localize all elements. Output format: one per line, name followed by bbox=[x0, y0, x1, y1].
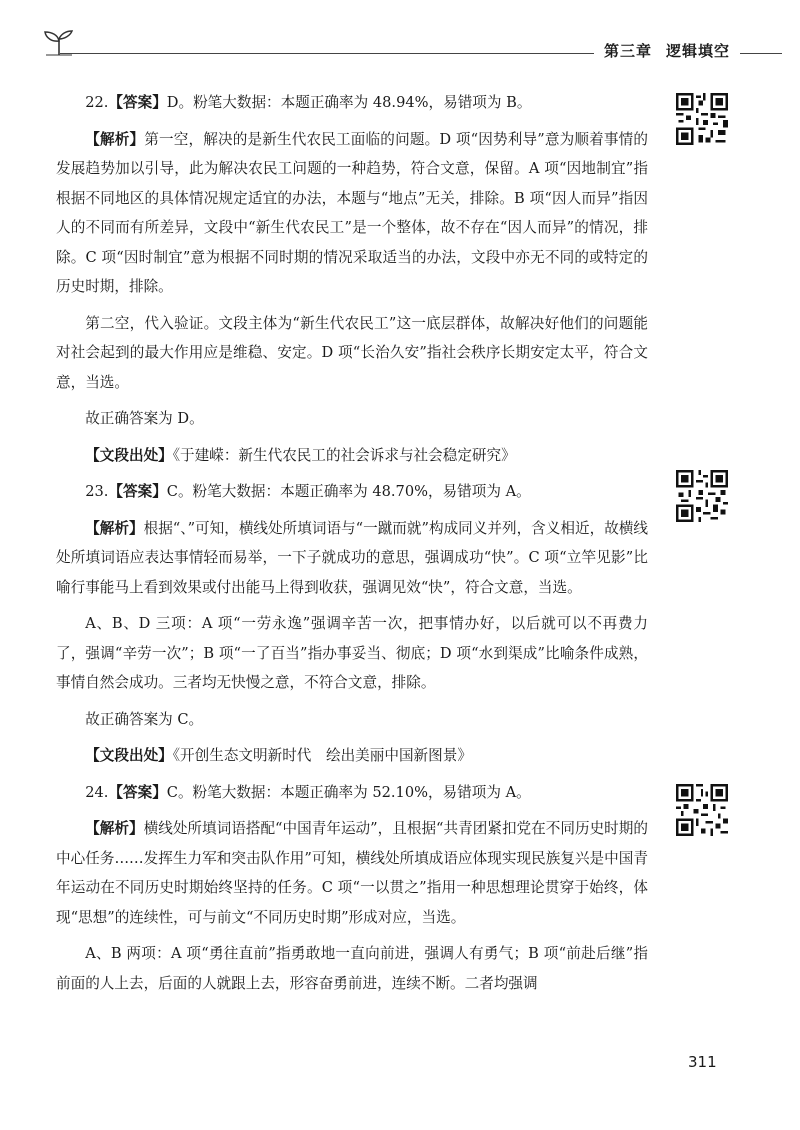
analysis-text: 第一空，解决的是新生代农民工面临的问题。D 项“因势利导”意为顺着事情的发展趋势加以引导，此为解决农民工问题的一种趋势，符合文意，保留。A 项“因地制宜”指根据不同地区的具体情况规定适宜的办法，本题与“地点”无关，排除。B 项“因人而异”指因人的不同而有所差异，文段中“新生代农民工”是一个整体，故不存在“因人而异”的情况，排除。C 项“因时制宜”意为根据不同时期的情况采取适当的办法，文段中亦无不同的或特定的历史时期，排除。 bbox=[56, 130, 648, 295]
q24-number: 24. bbox=[85, 783, 109, 801]
source-text: 《于建嵘：新生代农民工的社会诉求与社会稳定研究》 bbox=[172, 446, 516, 464]
answer-tag: 【答案】 bbox=[108, 483, 167, 500]
q23-conclusion: 故正确答案为 C。 bbox=[85, 710, 204, 728]
answer-tag: 【答案】 bbox=[108, 94, 167, 111]
analysis-tag: 【解析】 bbox=[85, 130, 145, 148]
source-tag: 【文段出处】 bbox=[85, 747, 173, 764]
q22-source bbox=[56, 441, 648, 471]
qr-code-icon[interactable] bbox=[676, 784, 728, 836]
q23-number: 23. bbox=[85, 483, 109, 500]
qr-code-icon[interactable] bbox=[676, 470, 728, 522]
analysis-text: 根据“、”可知，横线处所填词语与“一蹴而就”构成同义并列，含义相近，故横线处所填词语应表达事情轻而易举，一下子就成功的意思，强调成功“快”。C 项“立竿见影”比喻行事能马上看到效果或付出能马上得到收获，强调见效“快”，符合文意，当选。 bbox=[56, 519, 648, 596]
answer-text: C。粉笔大数据：本题正确率为 48.70%，易错项为 A。 bbox=[166, 483, 531, 500]
q24-answer bbox=[56, 778, 648, 808]
q22-paragraph-2: 第二空，代入验证。文段主体为“新生代农民工”这一底层群体，故解决好他们的问题能对社会起到的最大作用应是维稳、安定。D 项“长治久安”指社会秩序长期安定太平，符合文意，当选。 bbox=[56, 314, 648, 391]
answer-content bbox=[56, 88, 648, 1005]
chapter-header bbox=[594, 40, 740, 61]
analysis-text: 横线处所填词语搭配“中国青年运动”，且根据“共青团紧扣党在不同历史时期的中心任务……发挥生力军和突击队作用”可知，横线处所填成语应体现实现民族复兴是中国青年运动在不同历史时期始终坚持的任务。C 项“一以贯之”指用一种思想理论贯穿于始终，体现“思想”的连续性，可与前文“不同历史时期”形成对应，当选。 bbox=[56, 820, 648, 926]
answer-tag: 【答案】 bbox=[108, 783, 167, 801]
source-text: 《开创生态文明新时代 绘出美丽中国新图景》 bbox=[172, 747, 472, 764]
q23-analysis bbox=[56, 514, 648, 603]
q22-analysis bbox=[56, 125, 648, 302]
q23-answer bbox=[56, 477, 648, 507]
analysis-tag: 【解析】 bbox=[85, 519, 144, 537]
answer-text: D。粉笔大数据：本题正确率为 48.94%，易错项为 B。 bbox=[166, 94, 532, 111]
q24-paragraph-2: A、B 两项：A 项“勇往直前”指勇敢地一直向前进，强调人有勇气；B 项“前赴后继”指前面的人上去，后面的人就跟上去，形容奋勇前进，连续不断。二者均强调 bbox=[56, 945, 648, 992]
chapter-label: 第三章 bbox=[603, 42, 652, 60]
q23-source bbox=[56, 741, 648, 771]
q22-number: 22. bbox=[85, 94, 109, 111]
q22-answer bbox=[56, 88, 648, 118]
source-tag: 【文段出处】 bbox=[85, 446, 173, 464]
q22-conclusion: 故正确答案为 D。 bbox=[85, 410, 204, 427]
analysis-tag: 【解析】 bbox=[85, 820, 144, 837]
section-label: 逻辑填空 bbox=[665, 42, 730, 60]
qr-code-icon[interactable] bbox=[676, 93, 728, 145]
answer-text: C。粉笔大数据：本题正确率为 52.10%，易错项为 A。 bbox=[166, 783, 531, 801]
q24-analysis bbox=[56, 814, 648, 932]
q23-paragraph-2: A、B、D 三项：A 项“一劳永逸”强调辛苦一次，把事情办好，以后就可以不再费力了，强调“辛劳一次”；B 项“一了百当”指办事妥当、彻底；D 项“水到渠成”比喻条件成熟，事情自然会成功。三者均无快慢之意，不符合文意，排除。 bbox=[56, 615, 648, 691]
page-number: 311 bbox=[688, 1053, 717, 1071]
